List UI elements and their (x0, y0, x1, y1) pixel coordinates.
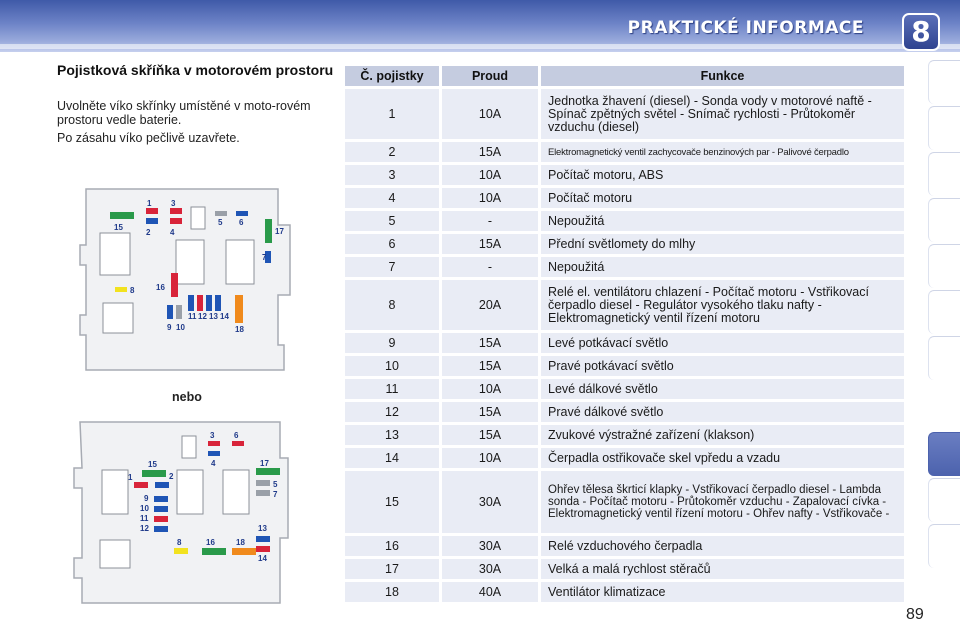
fuse-current: 15A (439, 142, 538, 162)
fuse-label: 13 (209, 312, 218, 321)
fuse-number: 9 (345, 333, 439, 353)
table-row (345, 471, 904, 533)
fuse-label: 18 (236, 538, 245, 547)
table-row (345, 165, 904, 185)
fuse-number: 17 (345, 559, 439, 579)
fuse-function: Ventilátor klimatizace (538, 582, 904, 602)
fuse-label: 3 (210, 431, 215, 440)
table-header-row (345, 66, 904, 86)
fuse-label: 9 (167, 323, 172, 332)
fuse-label: 4 (211, 459, 216, 468)
fuse-label: 9 (144, 494, 149, 503)
fuse-number: 10 (345, 356, 439, 376)
fuse-label: 12 (198, 312, 207, 321)
fuse-current: 15A (439, 402, 538, 422)
fuse-function: Nepoužitá (538, 211, 904, 231)
fuse-number: 11 (345, 379, 439, 399)
fuse-box-diagram-2 (70, 418, 295, 613)
fuse-label: 18 (235, 325, 244, 334)
fuse-number: 16 (345, 536, 439, 556)
fuse-number: 8 (345, 280, 439, 330)
table-row (345, 333, 904, 353)
chapter-number-badge: 8 (902, 13, 940, 51)
fuse-number: 13 (345, 425, 439, 445)
fuse-function: Zvukové výstražné zařízení (klakson) (538, 425, 904, 445)
table-row (345, 280, 904, 330)
fuse-current: - (439, 257, 538, 277)
column-header-function: Funkce (538, 66, 904, 86)
fuse-label: 8 (130, 286, 135, 295)
fuse-number: 1 (345, 89, 439, 139)
chapter-title: PRAKTICKÉ INFORMACE (627, 18, 864, 38)
fuse-function: Relé vzduchového čerpadla (538, 536, 904, 556)
fuse-number: 14 (345, 448, 439, 468)
fuse-current: 15A (439, 333, 538, 353)
fuse-function: Počítač motoru (538, 188, 904, 208)
fuse-label: 16 (156, 283, 165, 292)
fuse-label: 6 (239, 218, 244, 227)
instruction-text-2: Po zásahu víko pečlivě uzavřete. (57, 131, 240, 145)
fuse-label: 13 (258, 524, 267, 533)
table-row (345, 211, 904, 231)
chapter-tab[interactable] (928, 106, 960, 150)
fuse-current: 10A (439, 379, 538, 399)
fuse-current: 15A (439, 234, 538, 254)
table-row (345, 257, 904, 277)
fuse-label: 5 (273, 480, 278, 489)
table-row (345, 234, 904, 254)
fuse-number: 18 (345, 582, 439, 602)
chapter-tab[interactable] (928, 336, 960, 380)
fuse-current: 15A (439, 356, 538, 376)
fuse-current: 30A (439, 536, 538, 556)
or-label: nebo (172, 390, 202, 404)
instruction-text: Uvolněte víko skřínky umístěné v moto-rovém prostoru vedle baterie. (57, 99, 311, 127)
table-row (345, 379, 904, 399)
fuse-number: 3 (345, 165, 439, 185)
fuse-label: 14 (220, 312, 229, 321)
table-row (345, 559, 904, 579)
fuse-label: 2 (169, 472, 174, 481)
fuse-function: Ohřev tělesa škrticí klapky - Vstřikovací čerpadlo diesel - Lambda sonda - Počítač motoru - Průtokoměr vzduchu - Zapalovací cívka - Elektromagnetický ventil řízení motoru - Ohřev nafty - Vstřikovače - (538, 471, 904, 533)
fuse-label: 15 (114, 223, 123, 232)
fuse-current: - (439, 211, 538, 231)
fuse-current: 30A (439, 559, 538, 579)
fuse-function: Přední světlomety do mlhy (538, 234, 904, 254)
column-header-fuse-number: Č. pojistky (345, 66, 439, 86)
section-title: Pojistková skříňka v motorovém prostoru (57, 62, 334, 78)
fuse-label: 1 (128, 473, 133, 482)
fuse-current: 10A (439, 188, 538, 208)
header-banner (0, 0, 960, 52)
chapter-tab[interactable] (928, 198, 960, 242)
fuse-function: Velká a malá rychlost stěračů (538, 559, 904, 579)
fuse-table (345, 63, 904, 605)
fuse-current: 10A (439, 448, 538, 468)
fuse-number: 7 (345, 257, 439, 277)
table-row (345, 582, 904, 602)
fuse-label: 12 (140, 524, 149, 533)
fuse-label: 2 (146, 228, 151, 237)
fuse-box-diagram-1 (78, 185, 298, 380)
fuse-number: 5 (345, 211, 439, 231)
fuse-label: 11 (140, 514, 149, 523)
fuse-label: 7 (262, 253, 267, 262)
fuse-label: 17 (275, 227, 284, 236)
fuse-function: Levé dálkové světlo (538, 379, 904, 399)
fuse-function: Pravé potkávací světlo (538, 356, 904, 376)
fuse-label: 8 (177, 538, 182, 547)
column-header-current: Proud (439, 66, 538, 86)
fuse-label: 11 (188, 312, 197, 321)
fuse-function: Počítač motoru, ABS (538, 165, 904, 185)
chapter-tab[interactable] (928, 60, 960, 104)
fuse-label: 7 (273, 490, 278, 499)
fuse-label: 6 (234, 431, 239, 440)
chapter-tab[interactable] (928, 478, 960, 522)
fuse-label: 16 (206, 538, 215, 547)
table-row (345, 536, 904, 556)
fuse-current: 20A (439, 280, 538, 330)
banner-stripe (0, 44, 960, 49)
fuse-current: 40A (439, 582, 538, 602)
chapter-tab-rail (928, 60, 960, 620)
table-row (345, 188, 904, 208)
table-row (345, 402, 904, 422)
fuse-number: 6 (345, 234, 439, 254)
table-row (345, 142, 904, 162)
fuse-label: 4 (170, 228, 175, 237)
table-row (345, 89, 904, 139)
chapter-tab-active[interactable] (928, 432, 960, 476)
fuse-number: 12 (345, 402, 439, 422)
table-row (345, 356, 904, 376)
chapter-tab[interactable] (928, 290, 960, 334)
fuse-current: 30A (439, 471, 538, 533)
fuse-number: 15 (345, 471, 439, 533)
fuse-function: Relé el. ventilátoru chlazení - Počítač motoru - Vstřikovací čerpadlo diesel - Regulátor vysokého tlaku nafty - Elektromagnetický ventil řízení motoru (538, 280, 904, 330)
fuse-label: 5 (218, 218, 223, 227)
chapter-tab[interactable] (928, 244, 960, 288)
page-number: 89 (906, 606, 924, 623)
fuse-current: 15A (439, 425, 538, 445)
fuse-function: Jednotka žhavení (diesel) - Sonda vody v motorové naftě - Spínač zpětných světel - Snímač rychlosti - Průtokoměr vzduchu (diesel) (538, 89, 904, 139)
fuse-label: 10 (176, 323, 185, 332)
fuse-current: 10A (439, 165, 538, 185)
fuse-function: Pravé dálkové světlo (538, 402, 904, 422)
fuse-function: Levé potkávací světlo (538, 333, 904, 353)
fuse-function: Nepoužitá (538, 257, 904, 277)
fuse-function: Elektromagnetický ventil zachycovače benzinových par - Palivové čerpadlo (538, 142, 904, 162)
chapter-tab[interactable] (928, 524, 960, 568)
fuse-function: Čerpadla ostřikovače skel vpředu a vzadu (538, 448, 904, 468)
table-row (345, 448, 904, 468)
fuse-current: 10A (439, 89, 538, 139)
fuse-number: 4 (345, 188, 439, 208)
chapter-tab[interactable] (928, 152, 960, 196)
fuse-label: 3 (171, 199, 176, 208)
fuse-label: 1 (147, 199, 152, 208)
fuse-label: 14 (258, 554, 267, 563)
table-row (345, 425, 904, 445)
fuse-label: 17 (260, 459, 269, 468)
fuse-label: 10 (140, 504, 149, 513)
fuse-label: 15 (148, 460, 157, 469)
fuse-number: 2 (345, 142, 439, 162)
